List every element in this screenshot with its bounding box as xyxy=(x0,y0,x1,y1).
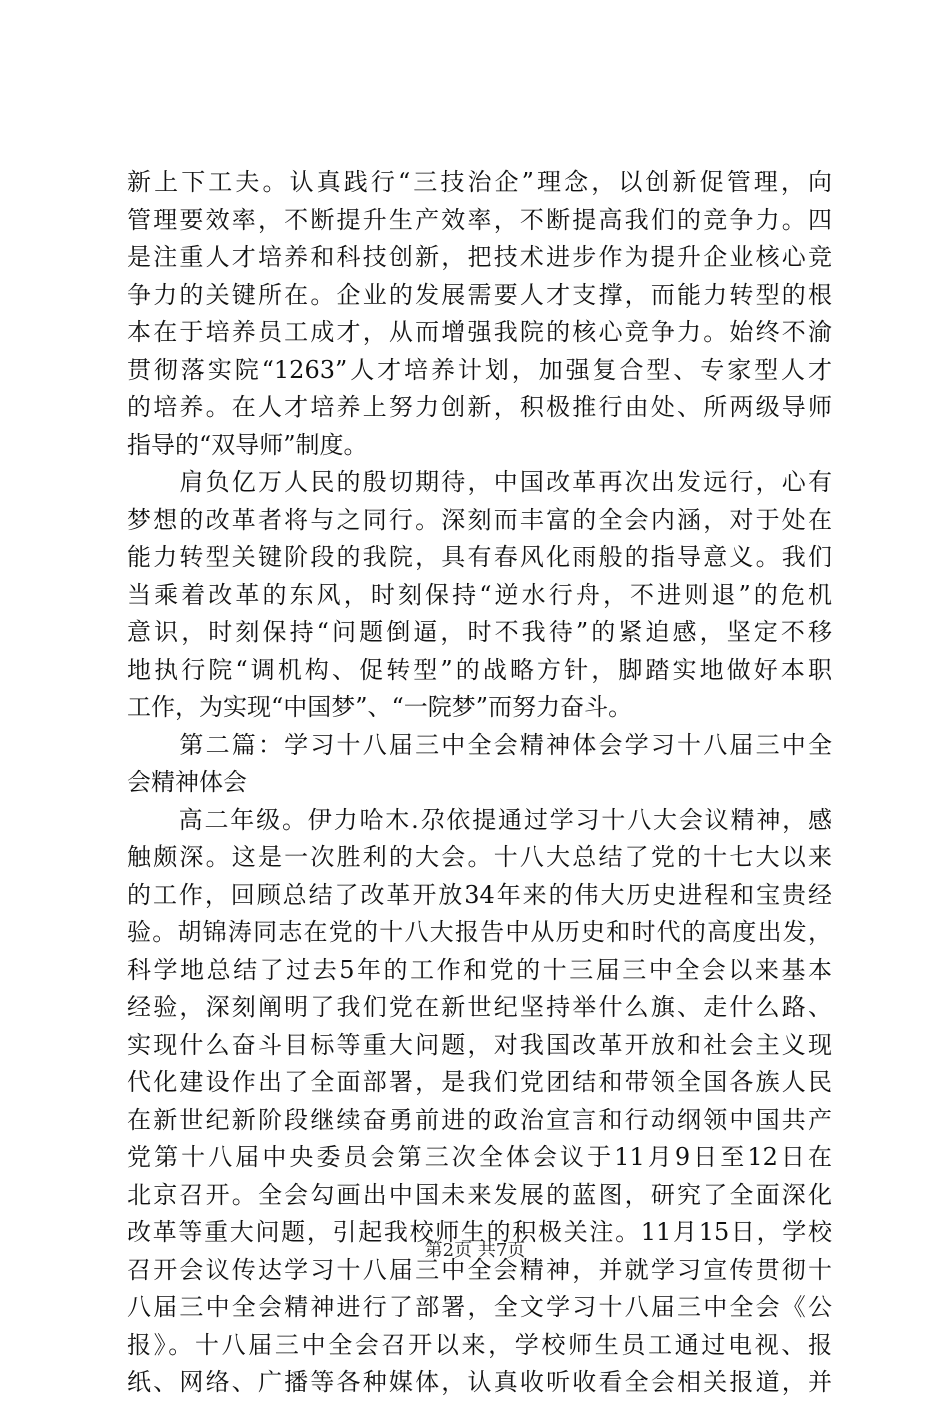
text-line: 意识，时刻保持“问题倒逼，时不我待”的紧迫感，坚定不移 xyxy=(127,618,832,646)
text-line: 科学地总结了过去5年的工作和党的十三届三中全会以来基本 xyxy=(127,955,832,984)
text-line: 触颇深。这是一次胜利的大会。十八大总结了党的十七大以来 xyxy=(127,843,832,871)
text-line: 召开会议传达学习十八届三中全会精神，并就学习宣传贯彻十 xyxy=(127,1255,832,1284)
text-line: 工作，为实现“中国梦”、“一院梦”而努力奋斗。 xyxy=(127,693,633,721)
text-line: 肩负亿万人民的殷切期待，中国改革再次出发远行，心有 xyxy=(127,468,832,496)
text-line: 八届三中全会精神进行了部署，全文学习十八届三中全会《公 xyxy=(127,1293,832,1321)
text-line: 党第十八届中央委员会第三次全体会议于11月9日至12日在 xyxy=(127,1143,832,1171)
text-line: 当乘着改革的东风，时刻保持“逆水行舟，不进则退”的危机 xyxy=(127,580,832,609)
text-line: 新上下工夫。认真践行“三技治企”理念，以创新促管理，向 xyxy=(127,168,832,196)
text-line: 的培养。在人才培养上努力创新，积极推行由处、所两级导师 xyxy=(127,393,832,421)
text-line: 纸、网络、广播等各种媒体，认真收听收看全会相关报道，并 xyxy=(127,1368,832,1396)
text-line: 能力转型关键阶段的我院，具有春风化雨般的指导意义。我们 xyxy=(127,543,832,571)
page-footer: 第2页 共7页 xyxy=(424,1240,526,1261)
text-line: 实现什么奋斗目标等重大问题，对我国改革开放和社会主义现 xyxy=(127,1030,832,1059)
text-line: 会精神体会 xyxy=(127,768,247,796)
text-line: 梦想的改革者将与之同行。深刻而丰富的全会内涵，对于处在 xyxy=(127,505,832,534)
text-line: 贯彻落实院“1263”人才培养计划，加强复合型、专家型人才 xyxy=(127,355,832,384)
text-line: 北京召开。全会勾画出中国未来发展的蓝图，研究了全面深化 xyxy=(127,1180,832,1209)
text-line: 报》。十八届三中全会召开以来，学校师生员工通过电视、报 xyxy=(127,1330,832,1359)
text-line: 在新世纪新阶段继续奋勇前进的政治宣言和行动纲领中国共产 xyxy=(127,1105,832,1134)
body-text xyxy=(127,164,832,1402)
text-line: 地执行院“调机构、促转型”的战略方针，脚踏实地做好本职 xyxy=(127,655,832,684)
text-line: 验。胡锦涛同志在党的十八大报告中从历史和时代的高度出发， xyxy=(127,918,832,946)
text-line: 指导的“双导师”制度。 xyxy=(127,430,368,459)
text-line: 管理要效率，不断提升生产效率，不断提高我们的竞争力。四 xyxy=(127,205,832,234)
text-line: 是注重人才培养和科技创新，把技术进步作为提升企业核心竞 xyxy=(127,243,832,271)
text-line: 改革等重大问题，引起我校师生的积极关注。11月15日，学校 xyxy=(127,1218,832,1246)
text-line: 本在于培养员工成才，从而增强我院的核心竞争力。始终不渝 xyxy=(127,318,832,346)
text-line: 高二年级。伊力哈木.尕依提通过学习十八大会议精神，感 xyxy=(127,805,832,834)
text-line: 的工作，回顾总结了改革开放34年来的伟大历史进程和宝贵经 xyxy=(127,880,832,909)
text-line: 代化建设作出了全面部署，是我们党团结和带领全国各族人民 xyxy=(127,1068,832,1096)
text-line: 第二篇：学习十八届三中全会精神体会学习十八届三中全 xyxy=(127,730,832,759)
text-line: 争力的关键所在。企业的发展需要人才支撑，而能力转型的根 xyxy=(127,280,832,309)
text-line: 经验，深刻阐明了我们党在新世纪坚持举什么旗、走什么路、 xyxy=(127,993,832,1021)
